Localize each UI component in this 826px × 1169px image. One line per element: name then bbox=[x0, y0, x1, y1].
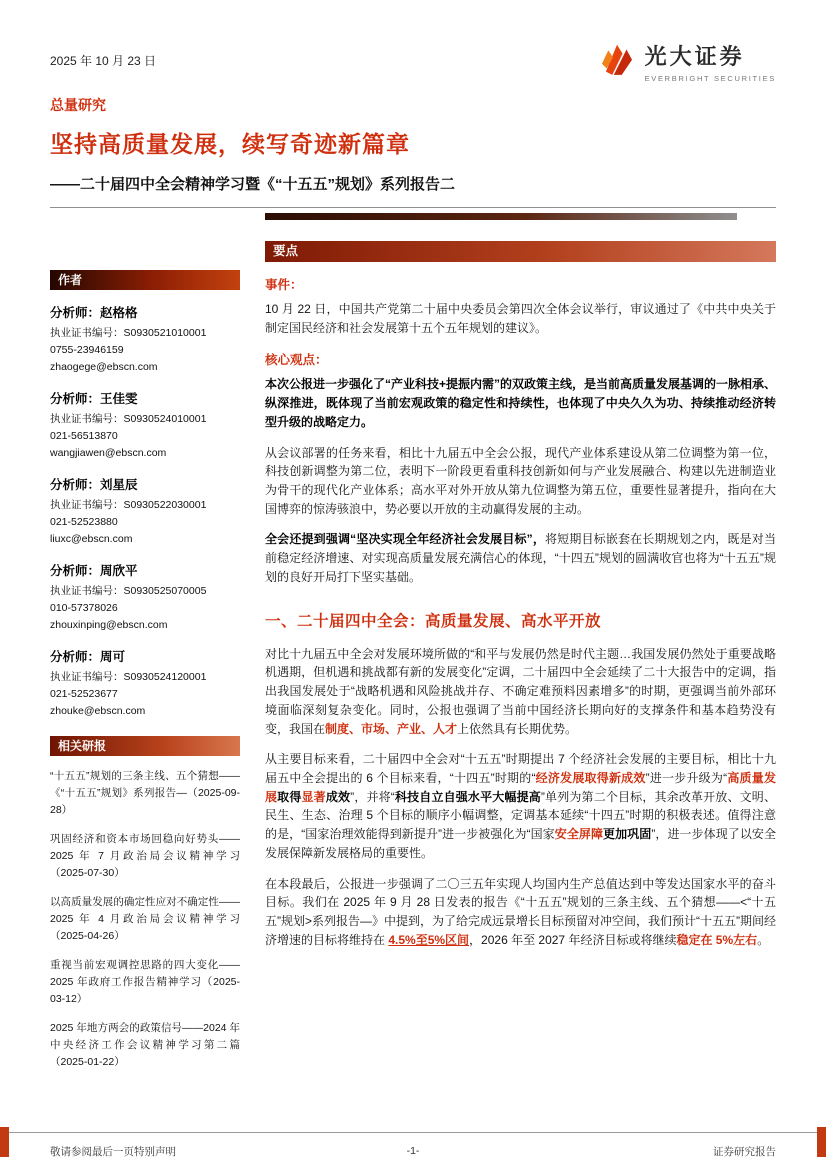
analyst-entry bbox=[50, 303, 240, 376]
text-segment: ”，进一步体现了以安全发展保障新发展格局的重要性。 bbox=[265, 827, 776, 860]
text-segment: ”，并将“ bbox=[350, 789, 395, 804]
everbright-flame-icon bbox=[598, 40, 636, 83]
related-report-item: 巩固经济和资本市场回稳向好势头——2025 年 7 月政治局会议精神学习（2025-07-30） bbox=[50, 833, 240, 879]
analyst-email: zhaogege@ebscn.com bbox=[50, 361, 158, 373]
main-content bbox=[265, 241, 776, 1071]
related-report-item: “十五五”规划的三条主线、五个猜想——《“十五五”规划》系列报告—（2025-09-28） bbox=[50, 770, 240, 816]
text-segment: 取得 bbox=[277, 789, 302, 804]
text-segment: 高质量发展 bbox=[265, 770, 776, 804]
analyst-email: zhouke@ebscn.com bbox=[50, 705, 146, 717]
text-segment: 全会还提到强调“坚决实现全年经济社会发展目标”， bbox=[265, 532, 545, 547]
analyst-entry bbox=[50, 647, 240, 720]
analyst-cert: 执业证书编号：S0930521010001 bbox=[50, 327, 207, 339]
footer-report-type: 证券研究报告 bbox=[713, 1145, 776, 1158]
text-segment: 稳定在 5%左右 bbox=[676, 932, 758, 947]
report-title: 坚持高质量发展，续写奇迹新篇章 bbox=[50, 131, 410, 157]
analyst-email: wangjiawen@ebscn.com bbox=[50, 447, 167, 459]
title-divider bbox=[50, 207, 776, 208]
author-section-header: 作者 bbox=[50, 270, 240, 290]
text-segment: 将短期目标嵌套在长期规划之内，既是对当前稳定经济增速、对实现高质量发展充满信心的体现，“十四五”规划的圆满收官也将为“十五五”规划的良好开局打下坚实基础。 bbox=[265, 532, 776, 584]
analyst-entry bbox=[50, 561, 240, 634]
text-segment: 经济发展取得新成效 bbox=[535, 770, 646, 785]
body-paragraph bbox=[265, 645, 776, 739]
brand-name bbox=[645, 40, 776, 83]
analyst-phone: 010-57378026 bbox=[50, 602, 118, 614]
report-category: 总量研究 bbox=[50, 97, 106, 113]
analyst-entry bbox=[50, 475, 240, 548]
related-report-item: 重视当前宏观调控思路的四大变化——2025 年政府工作报告精神学习（2025-03-12） bbox=[50, 959, 240, 1005]
analyst-phone: 0755-23946159 bbox=[50, 344, 124, 356]
body-paragraph bbox=[265, 875, 776, 950]
text-segment: 科技自立自强水平大幅提高 bbox=[394, 789, 541, 804]
section-heading: 一、二十届四中全会：高质量发展、高水平开放 bbox=[265, 612, 602, 630]
analyst-name: 分析师：周可 bbox=[50, 650, 126, 664]
analyst-entry bbox=[50, 389, 240, 462]
body-paragraph bbox=[265, 750, 776, 862]
page-number: -1- bbox=[406, 1145, 420, 1157]
text-segment: 从主要目标来看，二十届四中全会对“十五五”时期提出 7 个经济社会发展的主要目标，相比十九届五中全会提出的 6 个目标来看，“十四五”时期的“ bbox=[265, 752, 776, 785]
text-segment: 显著 bbox=[301, 789, 326, 804]
analyst-cert: 执业证书编号：S0930525070005 bbox=[50, 585, 207, 597]
text-segment: 4.5%至5%区间 bbox=[388, 932, 470, 947]
page-footer bbox=[0, 1132, 826, 1169]
analyst-name: 分析师：赵格格 bbox=[50, 306, 138, 320]
analyst-cert: 执业证书编号：S0930522030001 bbox=[50, 499, 207, 511]
report-date: 2025 年 10 月 23 日 bbox=[50, 54, 157, 68]
analyst-phone: 021-52523677 bbox=[50, 688, 118, 700]
text-segment: 上依然具有长期优势。 bbox=[457, 721, 578, 736]
event-label: 事件： bbox=[265, 278, 303, 292]
text-segment: 。 bbox=[757, 932, 770, 947]
analyst-email: liuxc@ebscn.com bbox=[50, 533, 133, 545]
body-paragraph: 从会议部署的任务来看，相比十九届五中全会公报，现代产业体系建设从第二位调整为第一位，科技创新调整为第二位，表明下一阶段更看重科技创新如何与产业发展融合、构建以先进制造业为骨干的现代化产业体系；高水平对外开放从第九位调整为第五位，重要性显著提升，指向在大国博弈的惊涛骇浪中，势必要以开放的主动赢得发展的主动。 bbox=[265, 445, 776, 516]
analyst-name: 分析师：周欣平 bbox=[50, 564, 138, 578]
footer-left-accent-block bbox=[0, 1127, 9, 1157]
text-segment: ”进一步升级为“ bbox=[645, 770, 728, 785]
brand-name-en: EVERBRIGHT SECURITIES bbox=[644, 74, 776, 83]
analyst-phone: 021-56513870 bbox=[50, 430, 118, 442]
footer-disclaimer: 敬请参阅最后一页特别声明 bbox=[50, 1145, 176, 1158]
body-paragraph bbox=[265, 530, 776, 586]
text-segment: ”单列为第二个目标，其余改革开放、文明、民生、生态、治理 5 个目标的顺序小幅调整，定调基本延续“十四五”时期的积极表述。值得注意的是，“国家治理效能得到新提升”进一步被强化为“国家 bbox=[265, 789, 776, 842]
analyst-name: 分析师：刘星辰 bbox=[50, 478, 138, 492]
text-segment: ，2026 年至 2027 年经济目标或将继续 bbox=[469, 932, 677, 947]
text-segment: 制度、市场、产业、人才 bbox=[325, 721, 458, 736]
footer-right-accent-block bbox=[817, 1127, 826, 1157]
keypoints-header: 要点 bbox=[265, 241, 776, 262]
page-header bbox=[50, 40, 776, 83]
report-subtitle: ——二十届四中全会精神学习暨《“十五五”规划》系列报告二 bbox=[50, 176, 456, 193]
event-paragraph: 10 月 22 日，中国共产党第二十届中央委员会第四次全体会议举行，审议通过了《中共中央关于制定国民经济和社会发展第十五个五年规划的建议》。 bbox=[265, 302, 776, 335]
related-report-item: 以高质量发展的确定性应对不确定性——2025 年 4 月政治局会议精神学习（2025-04-26） bbox=[50, 896, 240, 942]
core-view-label: 核心观点： bbox=[265, 353, 328, 368]
analyst-cert: 执业证书编号：S0930524120001 bbox=[50, 671, 207, 683]
analyst-phone: 021-52523880 bbox=[50, 516, 118, 528]
related-report-item: 2025 年地方两会的政策信号——2024 年中央经济工作会议精神学习第二篇（2025-01-22） bbox=[50, 1022, 240, 1068]
main-column-accent-bar bbox=[265, 213, 737, 220]
text-segment: 安全屏障 bbox=[554, 827, 604, 842]
analyst-cert: 执业证书编号：S0930524010001 bbox=[50, 413, 207, 425]
text-segment: 在本段最后，公报进一步强调了二〇三五年实现人均国内生产总值达到中等发达国家水平的奋斗目标。我们在 2025 年 9 月 28 日发表的报告《“十五五”规划的三条主线、五个猜想——<“十五五”规划>系列报告—》中提到，为了给完成远景增长目标预留对冲空间，我们预计“十五五”期间经济增速的目标将维持在 bbox=[265, 876, 776, 947]
brand-name-cn: 光大证券 bbox=[644, 44, 745, 69]
sidebar bbox=[50, 241, 240, 1071]
core-view-paragraph: 本次公报进一步强化了“产业科技+提振内需”的双政策主线，是当前高质量发展基调的一脉相承、纵深推进，既体现了当前宏观政策的稳定性和持续性，也体现了中央久久为功、持续推动经济转型升级的战略定力。 bbox=[265, 377, 777, 429]
related-reports-header: 相关研报 bbox=[50, 736, 240, 756]
analyst-email: zhouxinping@ebscn.com bbox=[50, 619, 168, 631]
text-segment: 成效 bbox=[325, 789, 351, 804]
brand-logo bbox=[598, 40, 776, 83]
text-segment: 对比十九届五中全会对发展环境所做的“和平与发展仍然是时代主题…我国发展仍然处于重要战略机遇期，但机遇和挑战都有新的发展变化”定调，二十届四中全会延续了二十大报告中的定调，指出我国发展处于“战略机遇和风险挑战并存、不确定难预料因素增多”的时期，更强调当前外部环境面临深刻复杂变化。同时，公报也强调了当前中国经济长期向好的支撑条件和基本趋势没有变，我国在 bbox=[265, 646, 776, 736]
text-segment: 更加巩固 bbox=[603, 827, 652, 842]
analyst-name: 分析师：王佳雯 bbox=[50, 392, 138, 406]
